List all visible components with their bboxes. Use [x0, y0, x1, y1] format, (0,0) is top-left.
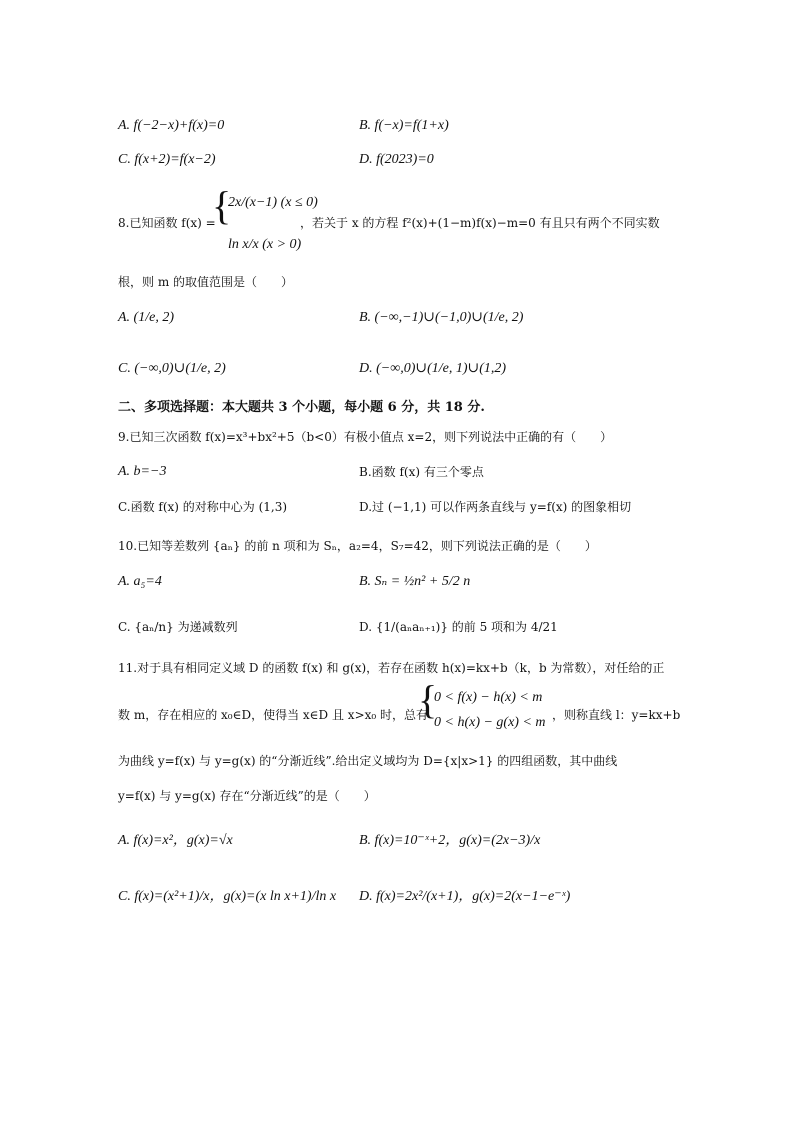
q11-line-1: 11.对于具有相同定义域 D 的函数 f(x) 和 g(x)，若存在函数 h(x)=kx+b（k，b 为常数），对任给的正: [118, 661, 665, 675]
section-heading: 二、多项选择题：本大题共 3 个小题，每小题 6 分，共 18 分.: [118, 400, 485, 415]
q11-option-b: B. f(x)=10⁻ˣ+2，g(x)=(2x−3)/x: [359, 833, 541, 848]
q11-option-d: D. f(x)=2x²/(x+1)，g(x)=2(x−1−e⁻ˣ): [359, 889, 571, 904]
q10-option-c: C. {aₙ/n} 为递减数列: [118, 620, 238, 634]
q11-line-4: y=f(x) 与 y=g(x) 存在“分渐近线”的是（ ）: [118, 789, 376, 803]
q8-stem-right: ，若关于 x 的方程 f²(x)+(1−m)f(x)−m=0 有且只有两个不同实数: [300, 216, 660, 230]
q7-option-b: B. f(−x)=f(1+x): [359, 118, 449, 133]
q9-option-c: C.函数 f(x) 的对称中心为 (1,3): [118, 500, 288, 514]
q7-option-d: D. f(2023)=0: [359, 152, 434, 167]
q8-stem-line2: 根，则 m 的取值范围是（ ）: [118, 275, 294, 289]
q10-option-b: B. Sₙ = ½n² + 5/2 n: [359, 574, 471, 589]
q8-option-d: D. (−∞,0)∪(1/e, 1)∪(1,2): [359, 361, 507, 376]
q8-piecewise-brace: {: [212, 183, 232, 228]
q11-inequality-brace: {: [418, 677, 438, 722]
q7-option-a: A. f(−2−x)+f(x)=0: [118, 118, 225, 133]
q10-stem: 10.已知等差数列 {aₙ} 的前 n 项和为 Sₙ，a₂=4，S₇=42，则下列说法正确的是（ ）: [118, 539, 597, 553]
q9-option-a: A. b=−3: [118, 464, 167, 479]
q8-option-c: C. (−∞,0)∪(1/e, 2): [118, 361, 226, 376]
q9-stem: 9.已知三次函数 f(x)=x³+bx²+5（b<0）有极小值点 x=2，则下列说法中正确的有（ ）: [118, 430, 613, 444]
q11-line-3: 为曲线 y=f(x) 与 y=g(x) 的“分渐近线”.给出定义域均为 D={x|x>1} 的四组函数，其中曲线: [118, 754, 618, 768]
q11-line-2-right: ，则称直线 l：y=kx+b: [552, 708, 681, 722]
q8-prefix: 8.已知函数 f(x) =: [118, 216, 216, 230]
q8-case-1: 2x/(x−1) (x ≤ 0): [228, 195, 318, 210]
q11-option-a: A. f(x)=x²，g(x)=√x: [118, 833, 233, 848]
q11-inequality-2: 0 < h(x) − g(x) < m: [434, 715, 546, 730]
q8-option-b: B. (−∞,−1)∪(−1,0)∪(1/e, 2): [359, 310, 524, 325]
q7-option-c: C. f(x+2)=f(x−2): [118, 152, 216, 167]
q11-inequality-1: 0 < f(x) − h(x) < m: [434, 690, 543, 705]
q8-option-a: A. (1/e, 2): [118, 310, 174, 325]
q10-option-d: D. {1/(aₙaₙ₊₁)} 的前 5 项和为 4/21: [359, 620, 558, 634]
q11-line-2-left: 数 m，存在相应的 x₀∈D，使得当 x∈D 且 x>x₀ 时，总有: [118, 708, 429, 722]
q10-option-a: A. a₅=4: [118, 574, 162, 589]
q9-option-b: B.函数 f(x) 有三个零点: [359, 465, 484, 479]
q9-option-d: D.过 (−1,1) 可以作两条直线与 y=f(x) 的图象相切: [359, 500, 632, 514]
q11-option-c: C. f(x)=(x²+1)/x，g(x)=(x ln x+1)/ln x: [118, 889, 337, 904]
q8-case-2: ln x/x (x > 0): [228, 237, 302, 252]
